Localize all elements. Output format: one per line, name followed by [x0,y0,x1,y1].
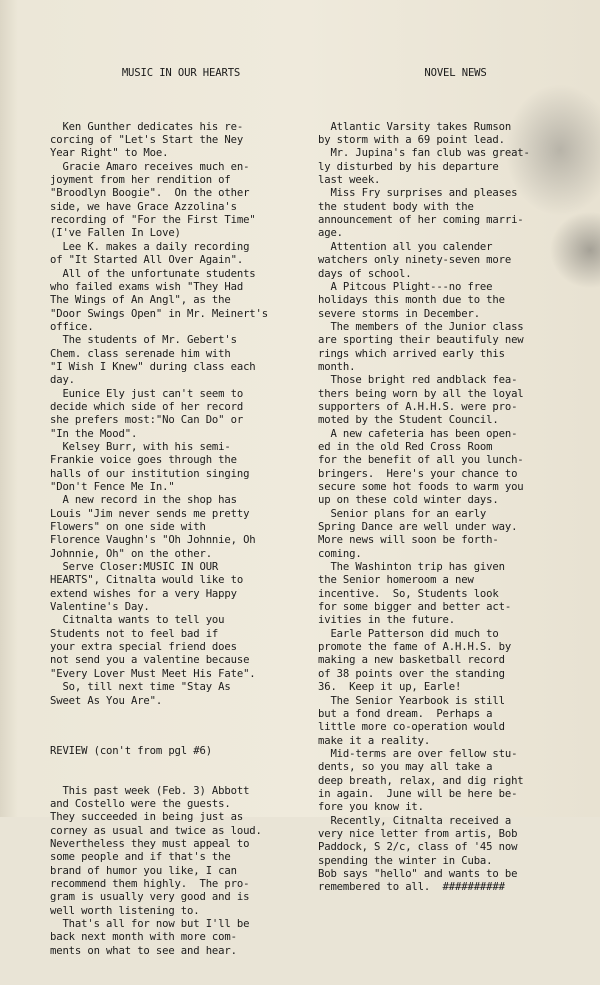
text-line: More news will soon be forth- [318,534,499,547]
text-line: "In the Mood". [50,427,138,440]
text-line: Miss Fry surprises and pleases [318,187,518,200]
text-line: fore you know it. [318,801,424,814]
text-line: Senior plans for an early [318,507,487,520]
text-line: "Door Swings Open" in Mr. Meinert's [50,307,268,320]
review-body [50,785,312,958]
text-line: month. [318,360,356,373]
text-line: The Washinton trip has given [318,561,505,574]
text-line: spending the winter in Cuba. [318,854,493,867]
novel-news-body [318,121,593,895]
text-line: All of the unfortunate students [50,267,256,280]
text-line: Florence Vaughn's "Oh Johnnie, Oh [50,534,256,547]
text-line: she prefers most:"No Can Do" or [50,414,244,427]
text-line: joyment from her rendition of [50,174,231,187]
text-line: coming. [318,547,362,560]
text-line: not send you a valentine because [50,654,250,667]
review-heading: REVIEW (con't from pgl #6) [50,744,212,757]
text-line: The members of the Junior class [318,320,524,333]
text-line: ments on what to see and hear. [50,944,237,957]
text-line: holidays this month due to the [318,294,505,307]
text-line: Students not to feel bad if [50,627,219,640]
text-line: age. [318,227,343,240]
text-line: Earle Patterson did much to [318,627,499,640]
text-line: Recently, Citnalta received a [318,814,512,827]
text-line: Mid-terms are over fellow stu- [318,747,518,760]
novel-news-heading: NOVEL NEWS [424,66,487,79]
text-line: ed in the old Red Cross Room [318,440,493,453]
text-line: your extra special friend does [50,641,237,654]
text-line: "Broodlyn Boogie". On the other [50,187,250,200]
text-line: dents, so you may all take a [318,761,493,774]
music-column-body [50,121,312,708]
text-line: of "It Started All Over Again". [50,254,244,267]
text-line: Year Right" to Moe. [50,147,169,160]
text-line: Those bright red andblack fea- [318,374,518,387]
text-line: of 38 points over the standing [318,667,505,680]
text-line: some people and if that's the [50,851,231,864]
text-line: extend wishes for a very Happy [50,587,237,600]
text-line: Atlantic Varsity takes Rumson [318,120,512,133]
text-line: and Costello were the guests. [50,797,231,810]
text-line: bringers. Here's your chance to [318,467,518,480]
text-line: The students of Mr. Gebert's [50,334,237,347]
text-line: Lee K. makes a daily recording [50,240,250,253]
text-line: ivities in the future. [318,614,456,627]
text-line: supporters of A.H.H.S. were pro- [318,400,518,413]
text-line: "Every Lover Must Meet His Fate". [50,667,256,680]
text-line: A new record in the shop has [50,494,237,507]
text-line: recommend them highly. The pro- [50,877,250,890]
text-line: very nice letter from artis, Bob [318,827,518,840]
text-line: Louis "Jim never sends me pretty [50,507,250,520]
text-line: deep breath, relax, and dig right [318,774,524,787]
text-line: announcement of her coming marri- [318,214,524,227]
text-line: for some bigger and better act- [318,601,512,614]
text-line: Valentine's Day. [50,601,150,614]
text-line: watchers only ninety-seven more [318,254,512,267]
text-line: A Pitcous Plight---no free [318,280,493,293]
text-line: days of school. [318,267,412,280]
text-line: Citnalta wants to tell you [50,614,225,627]
text-line: who failed exams wish "They Had [50,280,244,293]
text-line: Kelsey Burr, with his semi- [50,440,231,453]
text-line: Spring Dance are well under way. [318,521,518,534]
text-line: making a new basketball record [318,654,505,667]
text-line: That's all for now but I'll be [50,918,250,930]
text-line: little more co-operation would [318,721,505,734]
text-line: Johnnie, Oh" on the other. [50,547,212,560]
text-line: recording of "For the First Time" [50,214,256,227]
text-line: well worth listening to. [50,904,200,917]
text-line: The Senior Yearbook is still [318,694,505,707]
text-line: Sweet As You Are". [50,694,163,707]
text-line: for the benefit of all you lunch- [318,454,524,467]
text-line: side, we have Grace Azzolina's [50,200,237,213]
text-line: office. [50,320,94,333]
text-line: Gracie Amaro receives much en- [50,160,250,173]
text-line: A new cafeteria has been open- [318,427,518,440]
text-line: corney as usual and twice as loud. [50,824,262,837]
text-line: moted by the Student Council. [318,414,499,427]
music-in-our-hearts-column [50,40,312,985]
text-line: last week. [318,174,381,187]
text-line: Serve Closer:MUSIC IN OUR [50,561,219,574]
text-line: corcing of "Let's Start the Ney [50,134,244,147]
text-line: secure some hot foods to warm you [318,481,524,493]
text-line: "Don't Fence Me In." [50,481,175,493]
text-line: day. [50,374,75,387]
text-line: Attention all you calender [318,240,493,253]
text-line: They succeeded in being just as [50,811,244,824]
music-column-heading: MUSIC IN OUR HEARTS [121,66,241,79]
text-line: The Wings of An Angl", as the [50,294,231,307]
text-line: by storm with a 69 point lead. [318,134,505,147]
text-line: are sporting their beautifuly new [318,334,524,347]
text-line: Chem. class serenade him with [50,347,231,360]
text-line: Paddock, S 2/c, class of '45 now [318,841,518,854]
text-line: remembered to all. ########## [318,881,505,894]
text-line: brand of humor you like, I can [50,864,237,877]
text-line: HEARTS", Citnalta would like to [50,574,244,587]
text-line: Nevertheless they must appeal to [50,837,250,850]
text-line: Bob says "hello" and wants to be [318,867,518,880]
text-line: Flowers" on one side with [50,521,206,534]
text-line: ly disturbed by his departure [318,160,499,173]
text-line: This past week (Feb. 3) Abbott [50,784,250,797]
text-line: decide which side of her record [50,400,244,413]
text-line: incentive. So, Students look [318,587,499,600]
text-line: the Senior homeroom a new [318,574,474,587]
text-line: "I Wish I Knew" during class each [50,360,256,373]
text-line: Ken Gunther dedicates his re- [50,120,244,133]
text-line: Mr. Jupina's fan club was great- [318,147,530,160]
text-line: severe storms in December. [318,307,480,320]
text-line: So, till next time "Stay As [50,681,231,694]
text-line: halls of our institution singing [50,467,250,480]
text-line: in again. June will be here be- [318,787,518,800]
text-line: Eunice Ely just can't seem to [50,387,244,400]
text-line: up on these cold winter days. [318,494,499,507]
text-line: back next month with more com- [50,931,237,944]
text-line: gram is usually very good and is [50,891,250,904]
novel-news-column [318,40,593,921]
text-line: the student body with the [318,200,474,213]
text-line: promote the fame of A.H.H.S. by [318,641,512,654]
text-line: 36. Keep it up, Earle! [318,681,462,694]
text-line: Frankie voice goes through the [50,454,237,467]
text-line: rings which arrived early this [318,347,505,360]
text-line: thers being worn by all the loyal [318,387,524,400]
text-line: (I've Fallen In Love) [50,227,181,240]
text-line: make it a reality. [318,734,431,747]
text-line: but a fond dream. Perhaps a [318,707,493,720]
